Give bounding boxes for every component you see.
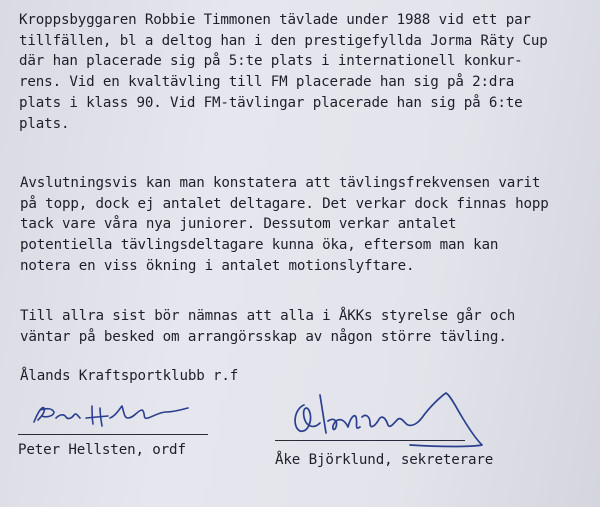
text-line: där han placerade sig på 5:te plats i internationell konkur- (19, 53, 523, 70)
club-name: Ålands Kraftsportklubb r.f (20, 368, 239, 384)
text-line: rens. Vid en kvaltävling till FM placerade han sig på 2:dra (19, 74, 515, 91)
signature-peter-hellsten (30, 398, 210, 434)
signature-ake-bjorklund (290, 387, 500, 453)
paragraph-robbie-timmonen (19, 10, 548, 134)
signatory-name: Åke Björklund, sekreterare (275, 452, 494, 468)
signature-line (18, 434, 208, 435)
paragraph-closing (20, 306, 515, 347)
text-line: Till allra sist bör nämnas att alla i ÅKKs styrelse går och (20, 308, 516, 324)
text-line: på topp, dock ej antalet deltagare. Det verkar dock finnas hopp (20, 195, 549, 212)
text-line: plats i klass 90. Vid FM-tävlingar placerade han sig på 6:te (19, 94, 523, 111)
text-line: notera en viss ökning i antalet motionslyftare. (20, 257, 415, 274)
text-line: potentiella tävlingsdeltagare kunna öka, eftersom man kan (20, 237, 499, 254)
text-line: väntar på besked om arrangörsskap av någon större tävling. (20, 328, 507, 345)
paragraph-conclusion (20, 173, 549, 277)
signatory-name: Peter Hellsten, ordf (18, 442, 186, 458)
text-line: tillfällen, bl a deltog han i den prestigefyllda Jorma Räty Cup (19, 32, 548, 49)
text-line: Avslutningsvis kan man konstatera att tävlingsfrekvensen varit (20, 175, 541, 191)
text-line: tack vare våra nya juniorer. Dessutom verkar antalet (20, 216, 457, 233)
text-line: plats. (19, 115, 70, 132)
text-line: Kroppsbyggaren Robbie Timmonen tävlade under 1988 vid ett par (19, 12, 531, 28)
signature-line (275, 440, 465, 441)
